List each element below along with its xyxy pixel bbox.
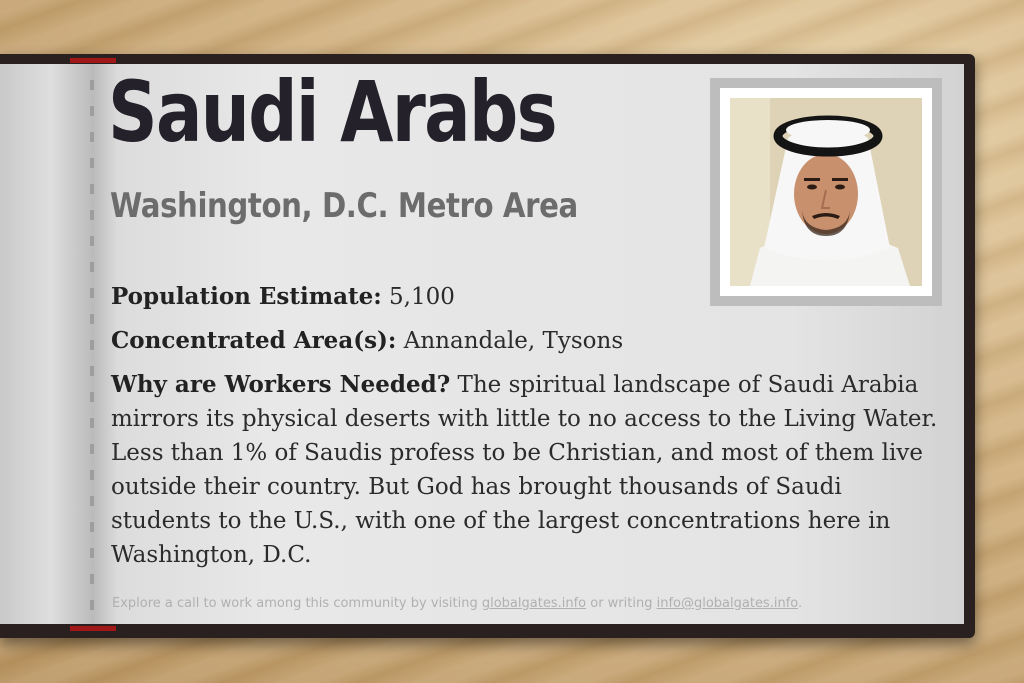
population-label: Population Estimate: [111,283,382,310]
portrait-illustration [730,98,922,286]
email-link[interactable]: info@globalgates.info [656,596,798,611]
portrait-photo [730,98,922,286]
why-text: The spiritual landscape of Saudi Arabia mirrors its physical deserts with little to no access to the Living Water. Less than 1% of Saudis profess to be Christian, and most of them live outside their country. But God has brought thousands of Saudi students to the U.S., with one of the largest concentrations here in Washington, D.C. [111,372,938,568]
footer-text-after: . [798,596,803,611]
why-paragraph [111,368,946,572]
portrait-frame [710,78,942,306]
footer-text-middle: or writing [586,596,657,611]
area-fact [111,324,946,358]
footer-note [112,596,802,611]
facts-section [111,280,946,572]
page-subtitle: Washington, D.C. Metro Area [110,186,578,226]
bookmark-ribbon-bottom [70,626,116,631]
page-title: Saudi Arabs [108,63,557,161]
population-value: 5,100 [389,284,455,310]
site-link[interactable]: globalgates.info [481,596,587,611]
population-fact [111,280,946,314]
area-label: Concentrated Area(s): [111,327,397,354]
area-value: Annandale, Tysons [403,328,624,354]
why-label: Why are Workers Needed? [111,371,451,398]
portrait-mat [720,88,932,296]
footer-text-before: Explore a call to work among this community by visiting [112,596,482,611]
book-left-page [0,64,92,624]
book-spine [90,80,94,610]
